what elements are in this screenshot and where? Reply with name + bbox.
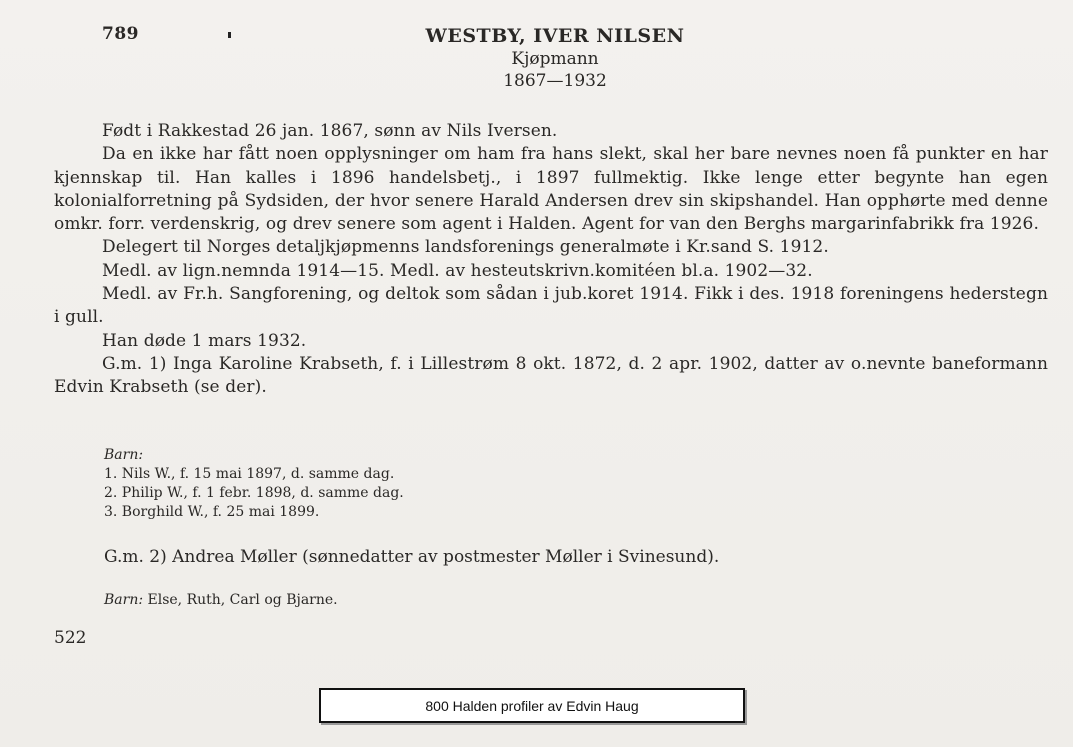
children-first-marriage (104, 446, 704, 522)
paragraph-birth: Født i Rakkestad 26 jan. 1867, sønn av Nils Iversen. (102, 121, 558, 141)
paragraph-career: Da en ikke har fått noen opplysninger om ham fra hans slekt, skal her bare nevnes noen få punkter en har kjennskap til. Han kalles i 1896 handelsbetj., i 1897 fullmektig. Ikke lenge etter begynte han egen kolonialforretning på Sydsiden, der hvor senere Harald Andersen drev sin skipshandel. Han opphørte med denne omkr. forr. verdenskrig, og drev senere som agent i Halden. Agent for van den Berghs margarinfabrikk fra 1926. (54, 144, 1048, 235)
paragraph-death: Han døde 1 mars 1932. (102, 330, 307, 351)
child-item: 2. Philip W., f. 1 febr. 1898, d. samme dag. (104, 485, 404, 501)
paragraph-choir: Medl. av Fr.h. Sangforening, og deltok som sådan i jub.koret 1914. Fikk i des. 1918 foreningens hederstegn i gull. (54, 284, 1048, 328)
paragraph-first-marriage: G.m. 1) Inga Karoline Krabseth, f. i Lillestrøm 8 okt. 1872, d. 2 apr. 1902, datter av o.nevnte baneformann Edvin Krabseth (se der). (54, 353, 1048, 398)
children-names: Else, Ruth, Carl og Bjarne. (147, 592, 338, 608)
caption-box (319, 688, 745, 723)
biography-text (54, 120, 1048, 400)
page-number: 522 (54, 628, 87, 648)
person-name: WESTBY, IVER NILSEN (425, 25, 685, 47)
entry-number: 789 (102, 24, 139, 44)
children-label: Barn: (104, 447, 144, 463)
child-item: 3. Borghild W., f. 25 mai 1899. (104, 504, 320, 520)
paragraph-memberships: Medl. av lign.nemnda 1914—15. Medl. av hesteutskrivn.komitéen bl.a. 1902—32. (102, 260, 813, 281)
children-label: Barn: (104, 592, 144, 608)
occupation: Kjøpmann (511, 49, 599, 69)
children-second-marriage (104, 591, 704, 610)
child-item: 1. Nils W., f. 15 mai 1897, d. samme dag. (104, 466, 395, 482)
life-years: 1867—1932 (503, 71, 607, 91)
caption-text: 800 Halden profiler av Edvin Haug (425, 697, 639, 714)
entry-header (0, 24, 1073, 92)
second-marriage: G.m. 2) Andrea Møller (sønnedatter av postmester Møller i Svinesund). (104, 547, 720, 567)
paragraph-delegate: Delegert til Norges detaljkjøpmenns landsforenings generalmøte i Kr.sand S. 1912. (102, 237, 829, 258)
